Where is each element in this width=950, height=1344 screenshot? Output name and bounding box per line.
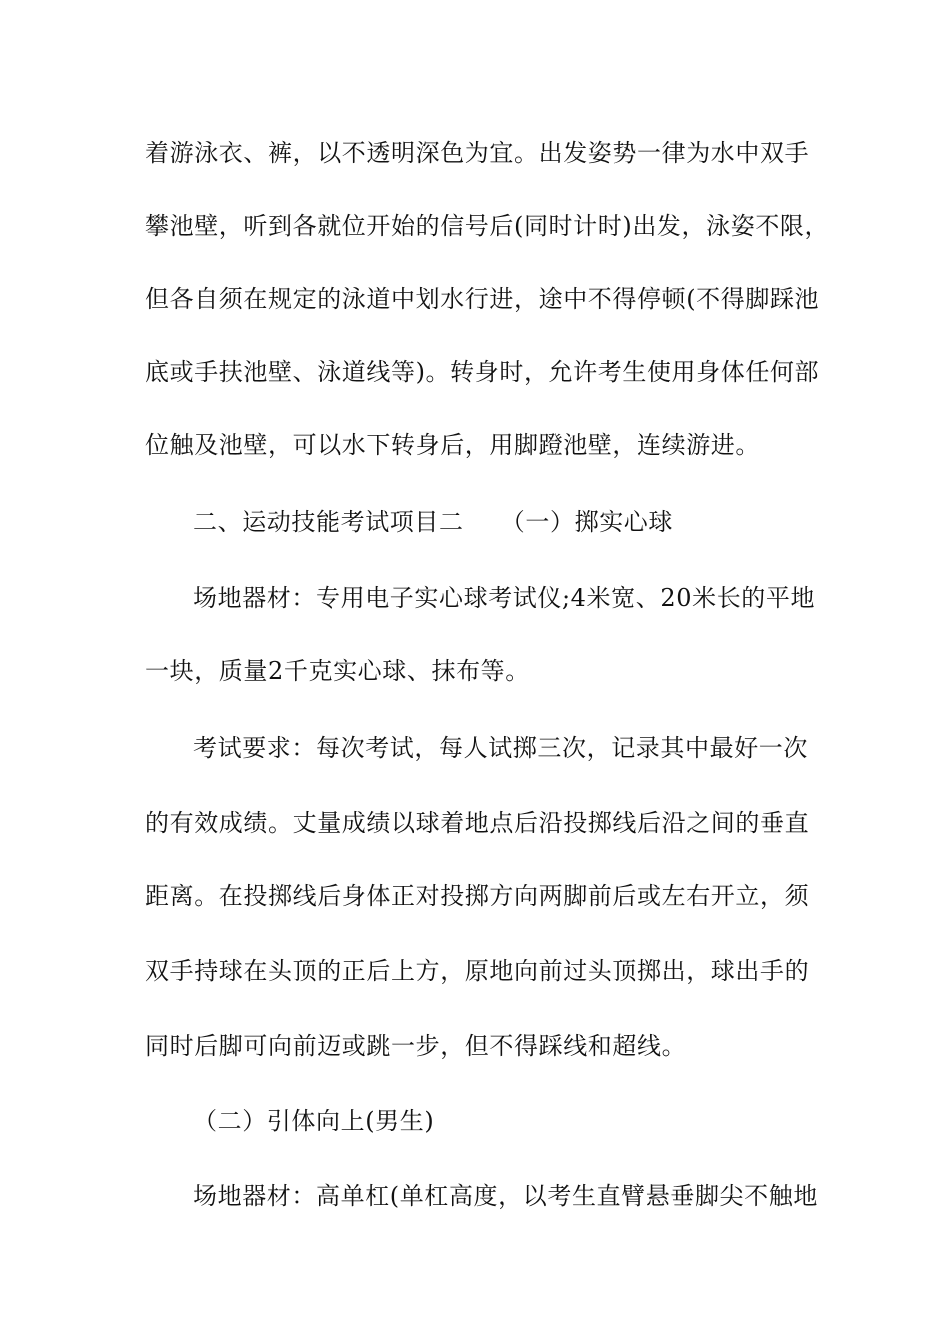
text-line: 场地器材：专用电子实心球考试仪;4米宽、20米长的平地 xyxy=(193,584,816,612)
text-line: 一块，质量2千克实心球、抹布等。 xyxy=(145,657,530,685)
text-line: 考试要求：每次考试，每人试掷三次，记录其中最好一次 xyxy=(193,734,808,762)
text-line: 着游泳衣、裤，以不透明深色为宜。出发姿势一律为水中双手 xyxy=(145,139,810,167)
text-line: 位触及池壁，可以水下转身后，用脚蹬池壁，连续游进。 xyxy=(145,431,760,459)
section-heading: （二）引体向上(男生) xyxy=(193,1107,435,1135)
text-line: 攀池壁，听到各就位开始的信号后(同时计时)出发，泳姿不限， xyxy=(145,212,830,240)
section-heading: 二、运动技能考试项目二 （一）掷实心球 xyxy=(193,508,673,536)
text-line: 场地器材：高单杠(单杠高度，以考生直臂悬垂脚尖不触地 xyxy=(193,1182,818,1210)
text-line: 同时后脚可向前迈或跳一步，但不得踩线和超线。 xyxy=(145,1032,687,1060)
text-line: 但各自须在规定的泳道中划水行进，途中不得停顿(不得脚踩池 xyxy=(145,285,820,313)
text-line: 的有效成绩。丈量成绩以球着地点后沿投掷线后沿之间的垂直 xyxy=(145,809,810,837)
text-line: 距离。在投掷线后身体正对投掷方向两脚前后或左右开立，须 xyxy=(145,882,810,910)
text-line: 底或手扶池壁、泳道线等)。转身时，允许考生使用身体任何部 xyxy=(145,358,820,386)
text-line: 双手持球在头顶的正后上方，原地向前过头顶掷出，球出手的 xyxy=(145,957,810,985)
